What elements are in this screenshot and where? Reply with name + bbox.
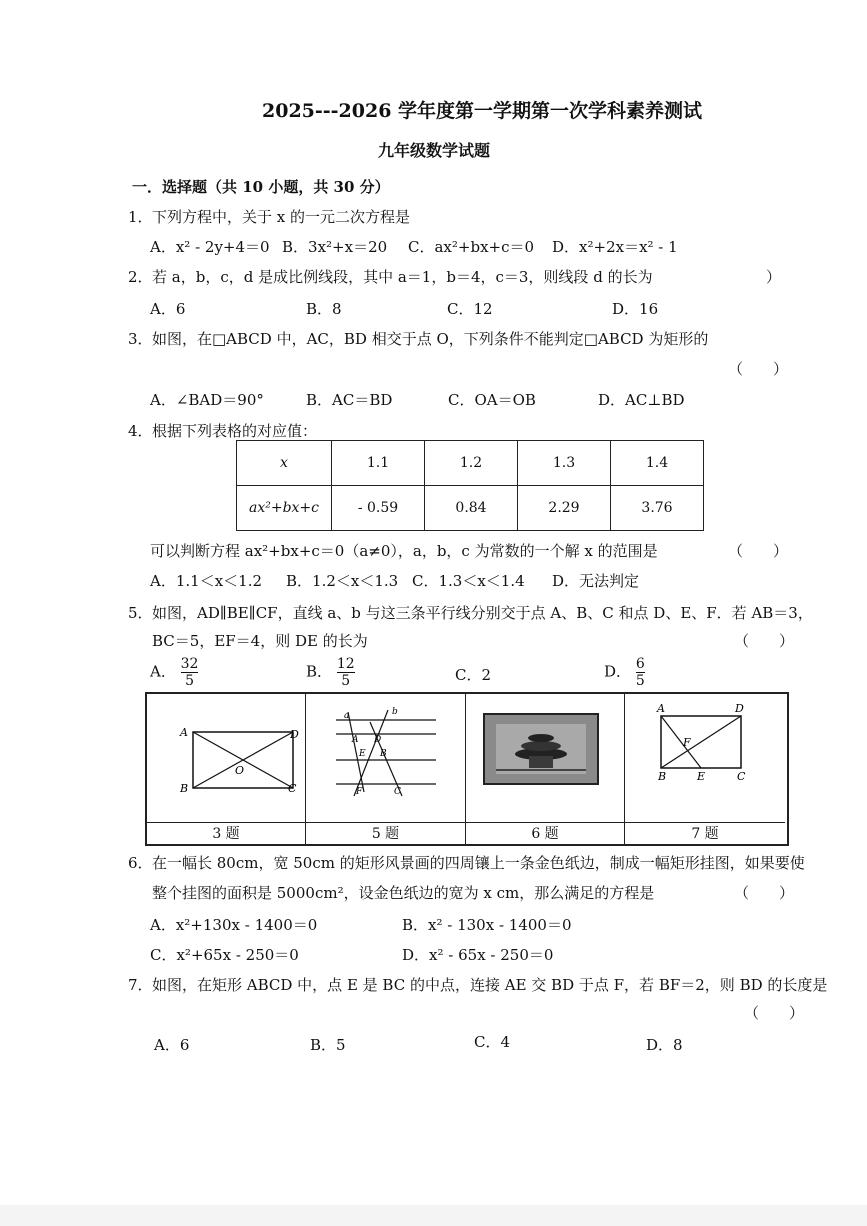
fig7-label-f: F	[683, 736, 691, 749]
fraction: $\frac{12}{5}$	[336, 656, 355, 689]
caption-fig5: 5 题	[306, 822, 466, 845]
q5-stem-2: BC＝5，EF＝4，则 DE 的长为	[152, 632, 368, 650]
parallel-lines-figure	[306, 694, 465, 822]
caption-fig6: 6 题	[466, 822, 625, 845]
fig3-label-c: C	[288, 782, 297, 795]
q1-option-d: D．x²+2x＝x² - 1	[552, 238, 678, 256]
fraction: $\frac{6}{5}$	[635, 656, 645, 689]
table-cell: 2.29	[518, 486, 611, 531]
caption-fig3: 3 题	[147, 822, 306, 845]
table-cell: 0.84	[425, 486, 518, 531]
table-cell: 1.2	[425, 441, 518, 486]
fig5-label-f: F	[356, 787, 363, 797]
q5-option-b	[306, 656, 355, 689]
fig5-label-e: E	[359, 749, 366, 759]
fig3-label-o: O	[235, 764, 245, 777]
table-cell: ax²+bx+c	[237, 486, 332, 531]
q2-stem: 若 a，b，c，d 是成比例线段，其中 a＝1，b＝4，c＝3，则线段 d 的长为	[152, 268, 653, 286]
q4-stem: 根据下列表格的对应值：	[152, 422, 318, 440]
q7-option-d: D．8	[646, 1036, 683, 1054]
q4-number: 4．	[128, 422, 153, 440]
q1-option-a: A．x² - 2y+4＝0	[150, 238, 270, 256]
scan-bottom-edge	[0, 1205, 867, 1226]
figure-q6-cell	[466, 694, 625, 822]
figures-strip	[145, 692, 789, 846]
q7-option-c: C．4	[474, 1033, 511, 1051]
q5-number: 5．	[128, 604, 153, 622]
q1-stem: 下列方程中，关于 x 的一元二次方程是	[152, 208, 410, 226]
q4-option-a: A．1.1＜x＜1.2	[150, 572, 263, 590]
q4-option-b: B．1.2＜x＜1.3	[286, 572, 399, 590]
q5-stem: 如图，AD∥BE∥CF，直线 a、b 与这三条平行线分别交于点 A、B、C 和点 D、E、F．若 AB＝3，	[152, 604, 813, 622]
fraction: $\frac{32}{5}$	[180, 656, 199, 689]
q7-stem: 如图，在矩形 ABCD 中，点 E 是 BC 的中点，连接 AE 交 BD 于点 F，若 BF＝2，则 BD 的长度是	[152, 976, 828, 994]
rectangle-midpoint-figure	[625, 694, 785, 822]
landscape-painting-figure	[466, 694, 624, 822]
rectangle-diagonals-figure	[147, 694, 305, 822]
q2-option-a: A．6	[150, 300, 186, 318]
q3-option-a: A．∠BAD＝90°	[150, 391, 264, 409]
q4-option-c: C．1.3＜x＜1.4	[412, 572, 525, 590]
q6-stem: 在一幅长 80cm，宽 50cm 的矩形风景画的四周镶上一条金色纸边，制成一幅矩形挂图，如果要使	[152, 854, 805, 872]
q1-option-c: C．ax²+bx+c＝0	[408, 238, 535, 256]
table-cell: 3.76	[611, 486, 704, 531]
q4-value-table	[236, 440, 704, 531]
fig5-label-c: C	[394, 787, 401, 797]
fig7-label-e: E	[697, 770, 706, 783]
fig7-label-a: A	[657, 702, 665, 715]
q6-option-a: A．x²+130x - 1400＝0	[150, 916, 318, 934]
fig7-label-b: B	[658, 770, 667, 783]
q6-option-b: B．x² - 130x - 1400＝0	[402, 916, 572, 934]
q2-bracket: ）	[766, 268, 782, 286]
table-cell: 1.3	[518, 441, 611, 486]
q3-number: 3．	[128, 330, 153, 348]
q3-option-d: D．AC⊥BD	[598, 391, 685, 409]
q4-option-d: D．无法判定	[552, 572, 640, 590]
q4-bracket: （ ）	[728, 542, 789, 560]
fig5-label-a: A	[352, 735, 359, 745]
q4-follow: 可以判断方程 ax²+bx+c＝0（a≠0），a，b，c 为常数的一个解 x 的范围是	[150, 542, 658, 560]
figure-q3-cell	[147, 694, 306, 822]
q4-table-row-x	[237, 441, 704, 486]
q7-number: 7．	[128, 976, 153, 994]
q5-option-c: C．2	[455, 666, 492, 684]
option-label: A．	[150, 662, 176, 681]
q6-number: 6．	[128, 854, 153, 872]
figure-q7-cell	[625, 694, 785, 822]
q6-option-c: C．x²+65x - 250＝0	[150, 946, 299, 964]
q7-option-a: A．6	[154, 1036, 190, 1054]
fig7-label-c: C	[737, 770, 746, 783]
fig5-label-a-line: a	[344, 711, 350, 721]
table-cell: x	[237, 441, 332, 486]
q1-number: 1．	[128, 208, 153, 226]
q5-option-a	[150, 656, 198, 689]
exam-title: 2025---2026 学年度第一学期第一次学科素养测试	[262, 100, 703, 122]
fig3-label-a: A	[180, 726, 188, 739]
fig3-label-d: D	[290, 728, 299, 741]
fig5-label-d: D	[374, 735, 382, 745]
q6-option-d: D．x² - 65x - 250＝0	[402, 946, 554, 964]
table-cell: 1.4	[611, 441, 704, 486]
q3-option-c: C．OA＝OB	[448, 391, 536, 409]
q6-stem-2: 整个挂图的面积是 5000cm²，设金色纸边的宽为 x cm，那么满足的方程是	[152, 884, 655, 902]
q6-bracket: （ ）	[734, 884, 795, 902]
caption-fig7: 7 题	[625, 822, 785, 845]
fig5-label-b-line: b	[392, 707, 398, 717]
q1-option-b: B．3x²+x＝20	[282, 238, 388, 256]
q7-option-b: B．5	[310, 1036, 346, 1054]
q5-option-d	[604, 656, 645, 689]
exam-subtitle: 九年级数学试题	[378, 141, 491, 160]
q7-bracket: （ ）	[744, 1004, 805, 1022]
q3-bracket: （ ）	[728, 360, 789, 378]
q3-option-b: B．AC＝BD	[306, 391, 393, 409]
table-cell: - 0.59	[332, 486, 425, 531]
q2-option-d: D．16	[612, 300, 659, 318]
q4-table-row-value	[237, 486, 704, 531]
q2-number: 2．	[128, 268, 153, 286]
q2-option-c: C．12	[447, 300, 493, 318]
option-label: B．	[306, 662, 333, 681]
q2-option-b: B．8	[306, 300, 342, 318]
option-label: D．	[604, 662, 632, 681]
fig3-label-b: B	[180, 782, 189, 795]
q5-bracket: （ ）	[734, 632, 795, 650]
q3-stem: 如图，在□ABCD 中，AC，BD 相交于点 O，下列条件不能判定□ABCD 为矩形的	[152, 330, 709, 348]
fig5-label-b: B	[380, 749, 387, 759]
section-heading: 一．选择题（共 10 小题，共 30 分）	[132, 178, 390, 196]
fig7-label-d: D	[735, 702, 744, 715]
figure-q5-cell	[306, 694, 466, 822]
table-cell: 1.1	[332, 441, 425, 486]
